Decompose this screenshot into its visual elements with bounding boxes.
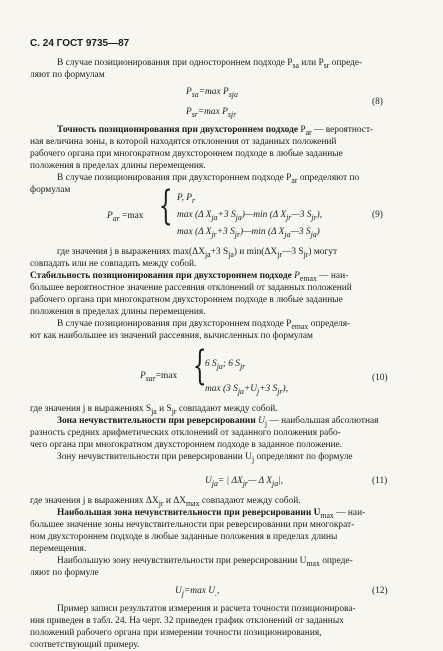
para2-line1: Точность позиционирования при двухстороннем подходе $P_{ar}$ — вероятност-	[57, 125, 374, 137]
equation-number-11: (11)	[372, 476, 388, 486]
para2-line2: ная величина зоны, в которой находятся отклонения от заданных положений	[30, 137, 337, 147]
formula-9-line3: max (Δ $X_{jr}+3$ $S_{jr})—\min$ (Δ $X_{ja}—3$ $S_{ja}$)	[177, 227, 320, 239]
para1-line1: В случае позиционирования при одностороннем подходе $P_{sa}$ или $P_{sr}$ опреде-	[57, 58, 363, 70]
para11-line3: ном двухстороннем подходе в любые заданные положения в пределах длины	[30, 532, 338, 542]
para5-line3: рабочего органа при многократном двухстороннем подходе в любые заданные	[30, 295, 343, 305]
para3-line1: В случае позиционирования при двухстороннем подходе $P_{ar}$ определяют по	[57, 173, 360, 185]
para2-line3: рабочего органа при многократном двухстороннем подходе в любые заданные	[30, 149, 343, 159]
para6-line1: В случае позиционирования при двухстороннем подходе $P_{emax}$ определя-	[57, 319, 351, 331]
equation-number-8: (8)	[372, 97, 383, 107]
para5-line4: положения в пределах длины перемещения.	[30, 307, 206, 317]
equation-number-12: (12)	[372, 586, 388, 596]
equation-number-10: (10)	[372, 373, 388, 383]
page-header: С. 24 ГОСТ 9735—87	[30, 38, 130, 49]
para4-line2: совпадать или не совпадать между собой.	[30, 259, 197, 269]
para5-line2: большее вероятностное значение рассеяния отклонений от заданных положений	[30, 283, 352, 293]
formula-8a: $P_{sa}=\max$ $P_{sja}$	[186, 87, 238, 99]
para13-line4: соответствующий примеру.	[30, 640, 140, 650]
formula-8b: $P_{sr}=\max$ $P_{sjr}$	[186, 107, 237, 119]
formula-9-line1: P, $P_r$	[177, 193, 195, 205]
para1-line2: ляют по формулам	[30, 70, 105, 80]
brace-9: {	[158, 183, 173, 229]
para10-line1: где значения j в выражениях $\Delta X_{jr}$ и $\Delta X_{max}$ совпадают между собой.	[30, 496, 301, 508]
para11-line4: перемещения.	[30, 544, 87, 554]
para8-line3: чего органа при многократном двухстороннем подходе в заданное положение.	[30, 440, 343, 450]
formula-9-lhs: $P_{ar} =\max$	[107, 211, 144, 223]
para11-line2: большее значение зоны нечувствительности при реверсировании при многократ-	[30, 520, 355, 530]
formula-10-line1: 6 $S_{ja}$; 6 $S_{jr}$	[205, 359, 246, 371]
para11-line1: Наибольшая зона нечувствительности при реверсировании $U_{max}$ — наи-	[57, 508, 366, 520]
brace-10: {	[192, 343, 207, 389]
para13-line1: Пример записи результатов измерения и расчета точности позиционирова-	[57, 604, 356, 614]
para2-line4: положения в пределах длины перемещения.	[30, 161, 206, 171]
para5-line1: Стабильность позиционирования при двухстороннем подходе $P_{emax}$ — наи-	[30, 271, 349, 283]
formula-9-line2: max (Δ $X_{ja}+3$ $S_{ja})—\min$ (Δ $X_{jr}—3$ $S_{jr}$),	[177, 210, 323, 222]
para13-line3: положений рабочего органа при измерении точности позиционирования,	[30, 628, 322, 638]
para12-line1: Наибольшую зону нечувствительности при реверсировании $U_{max}$ опреде-	[57, 556, 353, 568]
para9-line1: Зону нечувствительности при реверсировании $U_j$ определяют по формуле	[57, 452, 353, 464]
para3-line2: формулам	[30, 185, 71, 195]
para8-line2: разность средних арифметических отклонений от заданного положения рабо-	[30, 428, 341, 438]
para7-line1: где значения j в выражениях $S_{ja}$ и $S_{jr}$ совпадают между собой.	[30, 404, 278, 416]
para4-line1: где значения j в выражениях $\max(\Delta X_{ja}+3$ $S_{ja}$) и $\min(\Delta X_{jr}—3$ $S_{jr}$) могут	[57, 247, 338, 259]
formula-10-lhs: $P_{sar}=\max$	[140, 371, 178, 383]
equation-number-9: (9)	[372, 210, 383, 220]
formula-10-line2: max (3 $S_{ja}+U_j+3$ $S_{jr}$),	[205, 384, 288, 396]
para6-line2: ют как наибольшее из значений рассеяния, вычисленных по формулам	[30, 331, 313, 341]
para13-line2: ния приведен в табл. 24. На черт. 32 приведен график отклонений от заданных	[30, 616, 344, 626]
formula-11: $U_{ja}=$ | $\Delta X_{jr}—$ Δ $X_{ja}|$,	[205, 476, 284, 488]
para12-line2: ляют по формуле	[30, 568, 99, 578]
para8-line1: Зона нечувствительности при реверсировании $U_j$ — наибольшая абсолютная	[57, 416, 379, 428]
formula-12: $U_j=\max$ $U_.$,	[175, 586, 220, 598]
